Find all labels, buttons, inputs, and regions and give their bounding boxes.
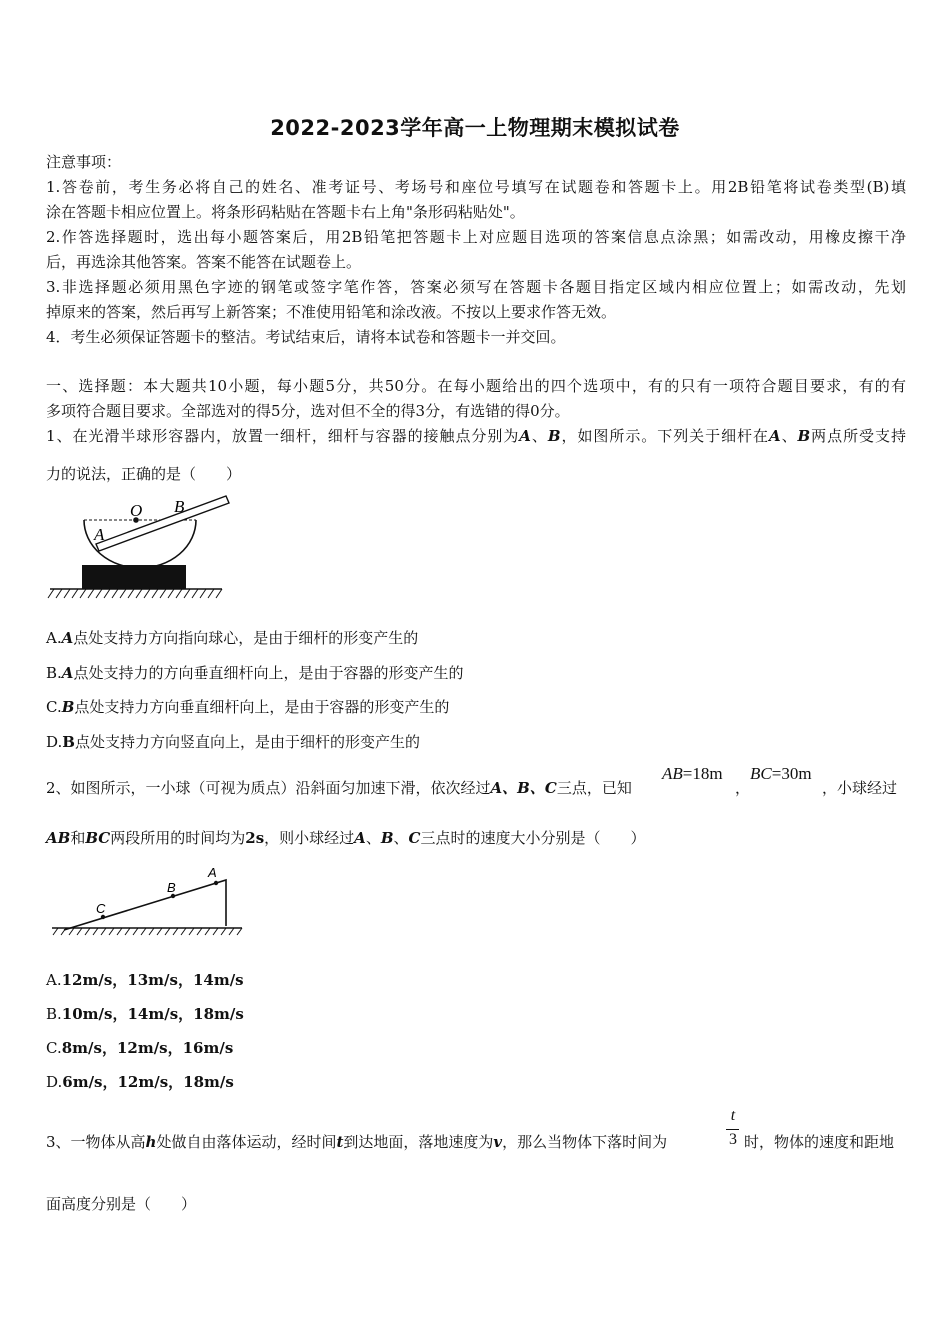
section-1-intro-line-1: 一、选择题：本大题共10小题，每小题5分，共50分。在每小题给出的四个选项中，有的只有一项符合题目要求，有的有 — [46, 377, 906, 395]
notice-item-3-line-2: 掉原来的答案，然后再写上新答案；不准使用铅笔和涂改液。不按以上要求作答无效。 — [46, 303, 617, 321]
question-2-stem-line-1c: ，小球经过 — [822, 779, 898, 797]
figure-1-label-a: A — [94, 525, 105, 544]
question-3-fraction-denominator: 3 — [729, 1131, 737, 1148]
question-1-stem-line-1: 1、在光滑半球形容器内，放置一细杆，细杆与容器的接触点分别为A、B，如图所示。下列关于细杆在A、B两点所受支持 — [46, 427, 906, 445]
section-1-intro-line-2: 多项符合题目要求。全部选对的得5分，选对但不全的得3分，有选错的得0分。 — [46, 402, 570, 420]
question-3-stem-line-1a: 3、一物体从高h处做自由落体运动，经时间t到达地面，落地速度为v，那么当物体下落时间为 — [46, 1133, 668, 1151]
question-1-option-d: D.B点处支持力方向竖直向上，是由于细杆的形变产生的 — [46, 733, 420, 751]
question-2-option-d: D.6m/s，12m/s，18m/s — [46, 1073, 234, 1091]
question-2-ab-formula: AB=18m — [662, 764, 723, 783]
question-3-stem-line-2: 面高度分别是（ ） — [46, 1195, 197, 1213]
question-1-option-c: C.B点处支持力方向垂直细杆向上，是由于容器的形变产生的 — [46, 698, 450, 716]
question-3-fraction-bar — [726, 1129, 739, 1130]
notice-item-1-line-2: 涂在答题卡相应位置上。将条形码粘贴在答题卡右上角"条形码粘贴处"。 — [46, 203, 525, 221]
question-1-option-b: B.A点处支持力的方向垂直细杆向上，是由于容器的形变产生的 — [46, 664, 464, 682]
question-3-fraction-numerator: t — [730, 1107, 736, 1124]
notice-heading: 注意事项： — [46, 153, 122, 171]
figure-2-label-a: A — [208, 865, 217, 880]
question-1-stem-line-2: 力的说法，正确的是（ ） — [46, 465, 242, 483]
figure-1-label-b: B — [174, 497, 185, 516]
question-2-stem-line-1a: 2、如图所示，一小球（可视为质点）沿斜面匀加速下滑，依次经过A、B、C三点，已知 — [46, 779, 632, 797]
notice-item-3-line-1: 3.非选择题必须用黑色字迹的钢笔或签字笔作答，答案必须写在答题卡各题目指定区域内相应位置上；如需改动，先划 — [46, 278, 906, 296]
notice-item-2-line-2: 后，再选涂其他答案。答案不能答在试题卷上。 — [46, 253, 362, 271]
question-2-comma: ， — [735, 779, 751, 797]
question-2-figure — [48, 862, 244, 938]
question-3-stem-line-1e: 时，物体的速度和距地 — [744, 1133, 895, 1151]
question-2-option-c: C.8m/s，12m/s，16m/s — [46, 1039, 234, 1057]
figure-2-label-c: C — [96, 901, 106, 916]
notice-item-1-line-1: 1.答卷前，考生务必将自己的姓名、准考证号、考场号和座位号填写在试题卷和答题卡上。用2B铅笔将试卷类型(B)填 — [46, 178, 906, 196]
figure-2-label-b: B — [167, 880, 176, 895]
question-1-option-a: A.A点处支持力方向指向球心，是由于细杆的形变产生的 — [46, 629, 419, 647]
figure-1-label-o: O — [130, 501, 143, 520]
question-2-option-a: A.12m/s，13m/s，14m/s — [46, 971, 244, 989]
notice-item-2-line-1: 2.作答选择题时，选出每小题答案后，用2B铅笔把答题卡上对应题目选项的答案信息点涂黑；如需改动，用橡皮擦干净 — [46, 228, 906, 246]
question-2-bc-formula: BC=30m — [750, 764, 812, 783]
question-2-stem-line-2: AB和BC两段所用的时间均为2s，则小球经过A、B、C三点时的速度大小分别是（ ） — [46, 829, 646, 847]
exam-title: 2022-2023学年高一上物理期末模拟试卷 — [270, 116, 680, 140]
question-1-figure — [46, 492, 226, 602]
question-2-option-b: B.10m/s，14m/s，18m/s — [46, 1005, 244, 1023]
notice-item-4: 4．考生必须保证答题卡的整洁。考试结束后，请将本试卷和答题卡一并交回。 — [46, 328, 566, 346]
